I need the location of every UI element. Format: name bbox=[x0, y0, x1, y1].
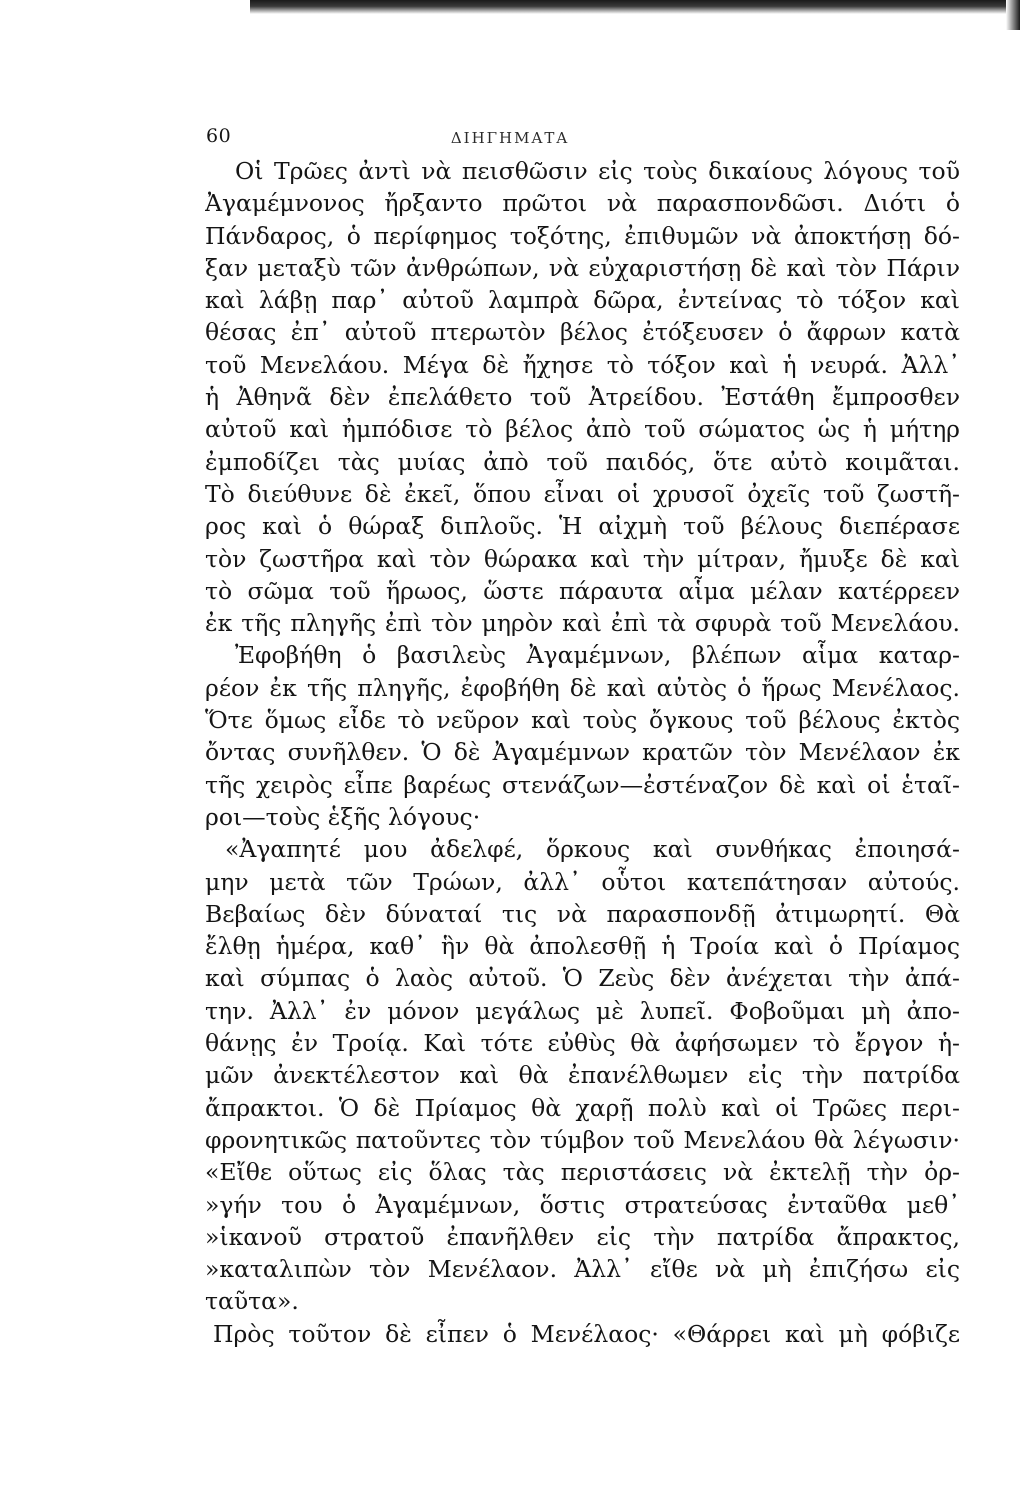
text-line: Τὸ διεύθυνε δὲ ἐκεῖ, ὅπου εἶναι οἱ χρυσοῖ ὀχεῖς τοῦ ζωστῆ- bbox=[205, 479, 960, 508]
running-title: ΔΙΗΓΗΜΑΤΑ bbox=[450, 129, 570, 147]
text-line: καὶ λάβῃ παρ᾽ αὐτοῦ λαμπρὰ δῶρα, ἐντείνας τὸ τόξον καὶ bbox=[205, 286, 960, 315]
text-line: «Ἀγαπητέ μου ἀδελφέ, ὅρκους καὶ συνθήκας ἐποιησά- bbox=[225, 835, 960, 864]
text-line: »γήν του ὁ Ἀγαμέμνων, ὅστις στρατεύσας ἐνταῦθα μεθ᾽ bbox=[205, 1190, 960, 1219]
text-line: ταῦτα». bbox=[205, 1287, 299, 1316]
text-line: Βεβαίως δὲν δύναταί τις νὰ παρασπονδῇ ἀτιμωρητί. Θὰ bbox=[205, 899, 960, 928]
text-line: ρος καὶ ὁ θώραξ διπλοῦς. Ἡ αἰχμὴ τοῦ βέλους διεπέρασε bbox=[205, 512, 960, 541]
text-line: Ὅτε ὅμως εἶδε τὸ νεῦρον καὶ τοὺς ὄγκους τοῦ βέλους ἐκτὸς bbox=[205, 706, 960, 735]
text-line: τὸν ζωστῆρα καὶ τὸν θώρακα καὶ τὴν μίτραν, ἤμυξε δὲ καὶ bbox=[205, 544, 960, 573]
text-line: φρονητικῶς πατοῦντες τὸν τύμβον τοῦ Μενελάου θὰ λέγωσιν· bbox=[205, 1125, 960, 1154]
text-line: Πάνδαρος, ὁ περίφημος τοξότης, ἐπιθυμῶν νὰ ἀποκτήσῃ δό- bbox=[205, 221, 960, 250]
text-line: ἄπρακτοι. Ὁ δὲ Πρίαμος θὰ χαρῇ πολὺ καὶ οἱ Τρῶες περι- bbox=[205, 1093, 960, 1122]
text-line: τοῦ Μενελάου. Μέγα δὲ ἤχησε τὸ τόξον καὶ ἡ νευρά. Ἀλλ᾽ bbox=[205, 350, 960, 379]
text-line: Ἀγαμέμνονος ἤρξαντο πρῶτοι νὰ παρασπονδῶσι. Διότι ὁ bbox=[205, 189, 960, 218]
text-line: αὐτοῦ καὶ ἠμπόδισε τὸ βέλος ἀπὸ τοῦ σώματος ὡς ἡ μήτηρ bbox=[205, 415, 960, 444]
scan-top-edge bbox=[250, 0, 1020, 14]
text-line: τὸ σῶμα τοῦ ἥρωος, ὥστε πάραυτα αἷμα μέλαν κατέρρεεν bbox=[205, 576, 960, 605]
text-line: καὶ σύμπας ὁ λαὸς αὐτοῦ. Ὁ Ζεὺς δὲν ἀνέχεται τὴν ἀπά- bbox=[205, 964, 960, 993]
text-line: ὄντας συνῆλθεν. Ὁ δὲ Ἀγαμέμνων κρατῶν τὸν Μενέλαον ἐκ bbox=[205, 738, 960, 767]
text-line: ἔλθῃ ἡμέρα, καθ᾽ ἣν θὰ ἀπολεσθῇ ἡ Τροία καὶ ὁ Πρίαμος bbox=[205, 932, 960, 961]
text-line: τῆς χειρὸς εἶπε βαρέως στενάζων—ἐστέναζον δὲ καὶ οἱ ἑταῖ- bbox=[205, 770, 960, 799]
text-line: Ἐφοβήθη ὁ βασιλεὺς Ἀγαμέμνων, βλέπων αἷμα καταρ- bbox=[235, 641, 960, 670]
text-line: ἐμποδίζει τὰς μυίας ἀπὸ τοῦ παιδός, ὅτε αὐτὸ κοιμᾶται. bbox=[205, 447, 960, 476]
text-line: Οἱ Τρῶες ἀντὶ νὰ πεισθῶσιν εἰς τοὺς δικαίους λόγους τοῦ bbox=[235, 157, 960, 185]
text-line: ἡ Ἀθηνᾶ δὲν ἐπελάθετο τοῦ Ἀτρείδου. Ἐστάθη ἔμπροσθεν bbox=[205, 383, 960, 412]
text-line: ἐκ τῆς πληγῆς ἐπὶ τὸν μηρὸν καὶ ἐπὶ τὰ σφυρὰ τοῦ Μενελάου. bbox=[205, 609, 960, 638]
page-number: 60 bbox=[206, 125, 232, 147]
text-line: »ἱκανοῦ στρατοῦ ἐπανῆλθεν εἰς τὴν πατρίδα ἄπρακτος, bbox=[205, 1222, 960, 1251]
text-line: μην μετὰ τῶν Τρώων, ἀλλ᾽ οὗτοι κατεπάτησαν αὐτούς. bbox=[205, 867, 960, 896]
scan-corner-edge bbox=[1006, 0, 1020, 30]
text-line: θέσας ἐπ᾽ αὐτοῦ πτερωτὸν βέλος ἐτόξευσεν ὁ ἄφρων κατὰ bbox=[205, 318, 960, 347]
text-line: την. Ἀλλ᾽ ἐν μόνον μεγάλως μὲ λυπεῖ. Φοβοῦμαι μὴ ἀπο- bbox=[205, 996, 960, 1025]
text-line: θάνῃς ἐν Τροίᾳ. Καὶ τότε εὐθὺς θὰ ἀφήσωμεν τὸ ἔργον ἡ- bbox=[205, 1029, 960, 1058]
text-line: «Εἴθε οὕτως εἰς ὅλας τὰς περιστάσεις νὰ ἐκτελῇ τὴν ὀρ- bbox=[205, 1158, 960, 1187]
text-line: ροι—τοὺς ἑξῆς λόγους· bbox=[205, 802, 481, 831]
text-line: ρέον ἐκ τῆς πληγῆς, ἐφοβήθη δὲ καὶ αὐτὸς ὁ ἥρως Μενέλαος. bbox=[205, 673, 960, 702]
text-line: »καταλιπὼν τὸν Μενέλαον. Ἀλλ᾽ εἴθε νὰ μὴ ἐπιζήσω εἰς bbox=[205, 1255, 960, 1284]
text-line: ξαν μεταξὺ τῶν ἀνθρώπων, νὰ εὐχαριστήσῃ δὲ καὶ τὸν Πάριν bbox=[205, 253, 960, 282]
text-line: Πρὸς τοῦτον δὲ εἶπεν ὁ Μενέλαος· «Θάρρει καὶ μὴ φόβιζε bbox=[213, 1319, 960, 1348]
text-line: μῶν ἀνεκτέλεστον καὶ θὰ ἐπανέλθωμεν εἰς τὴν πατρίδα bbox=[205, 1061, 960, 1090]
body-text bbox=[205, 155, 960, 1350]
